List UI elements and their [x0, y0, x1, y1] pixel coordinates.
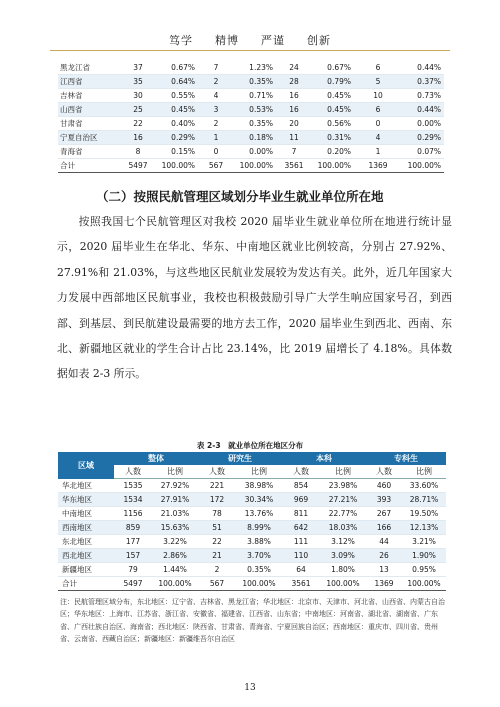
table-row [58, 131, 444, 145]
value-cell: 10 [373, 91, 383, 100]
value-cell: 19.50% [409, 509, 439, 518]
value-cell: 27.91% [160, 495, 190, 504]
value-cell: 30 [133, 91, 143, 100]
value-cell: 100.00% [326, 579, 360, 588]
value-cell: 111 [293, 537, 309, 546]
value-cell: 157 [125, 551, 141, 560]
region-distribution-table [58, 452, 446, 591]
value-cell: 3.21% [412, 537, 436, 546]
value-cell: 0.64% [171, 77, 195, 86]
value-cell: 44 [379, 537, 389, 546]
value-cell: 0.67% [327, 63, 351, 72]
value-cell: 854 [293, 481, 309, 490]
motto-word: 创新 [307, 34, 331, 47]
group-header: 整体 [114, 452, 198, 465]
value-cell: 567 [209, 579, 225, 588]
table-row [58, 535, 446, 549]
value-cell: 1535 [123, 481, 143, 490]
row-label-cell: 山西省 [60, 105, 83, 114]
value-cell: 393 [376, 495, 392, 504]
value-cell: 1.44% [163, 565, 187, 574]
value-cell: 0.44% [417, 63, 441, 72]
value-cell: 3 [213, 105, 219, 114]
value-cell: 28 [289, 77, 299, 86]
value-cell: 24 [289, 63, 299, 72]
value-cell: 0.79% [327, 77, 351, 86]
value-cell: 0.29% [417, 133, 441, 142]
value-cell: 1 [375, 147, 381, 156]
value-cell: 1.90% [412, 551, 436, 560]
value-cell: 0.40% [171, 119, 195, 128]
row-label-cell: 西南地区 [62, 523, 92, 532]
value-cell: 969 [293, 495, 309, 504]
value-cell: 100.00% [407, 579, 441, 588]
value-cell: 1.23% [249, 63, 273, 72]
value-cell: 22 [212, 537, 222, 546]
value-cell: 28.71% [409, 495, 439, 504]
table-row [58, 89, 444, 103]
sub-header: 比例 [402, 465, 446, 479]
value-cell: 0.00% [249, 147, 273, 156]
value-cell: 1534 [123, 495, 143, 504]
value-cell: 16 [133, 133, 143, 142]
value-cell: 0.31% [327, 133, 351, 142]
value-cell: 0.35% [249, 77, 273, 86]
value-cell: 21.03% [160, 509, 190, 518]
value-cell: 100.00% [407, 161, 441, 170]
value-cell: 1156 [123, 509, 143, 518]
value-cell: 6 [375, 105, 381, 114]
value-cell: 0.29% [171, 133, 195, 142]
value-cell: 6 [375, 63, 381, 72]
value-cell: 8 [135, 147, 141, 156]
value-cell: 5497 [123, 579, 143, 588]
value-cell: 64 [296, 565, 306, 574]
motto-word: 精博 [215, 34, 239, 47]
value-cell: 110 [293, 551, 309, 560]
school-motto [0, 32, 500, 48]
region-header: 区域 [58, 452, 114, 479]
value-cell: 5497 [128, 161, 148, 170]
row-label-cell: 华东地区 [62, 495, 92, 504]
header-divider [50, 50, 450, 51]
row-label-cell: 甘肃省 [60, 119, 83, 128]
table-caption: 表 2-3 就业单位所在地区分布 [196, 441, 304, 450]
table-row [58, 563, 446, 577]
value-cell: 35 [133, 77, 143, 86]
value-cell: 0.95% [412, 565, 436, 574]
sub-header: 人数 [282, 465, 320, 479]
value-cell: 3.70% [247, 551, 271, 560]
value-cell: 27.92% [160, 481, 190, 490]
value-cell: 0.56% [327, 119, 351, 128]
value-cell: 100.00% [161, 161, 195, 170]
value-cell: 567 [208, 161, 224, 170]
value-cell: 100.00% [158, 579, 192, 588]
row-label-cell: 合计 [62, 579, 77, 588]
value-cell: 3.88% [247, 537, 271, 546]
value-cell: 5 [375, 77, 381, 86]
value-cell: 1369 [374, 579, 394, 588]
value-cell: 2 [213, 119, 219, 128]
value-cell: 26 [379, 551, 389, 560]
value-cell: 22.77% [328, 509, 358, 518]
value-cell: 13.76% [244, 509, 274, 518]
value-cell: 4 [375, 133, 381, 142]
value-cell: 177 [125, 537, 141, 546]
value-cell: 166 [376, 523, 392, 532]
value-cell: 12.13% [409, 523, 439, 532]
value-cell: 0.35% [249, 119, 273, 128]
table-note: 注：民航管理区域分布，东北地区：辽宁省、吉林省、黑龙江省；华北地区：北京市、天津市、河北省、山西省、内蒙古自治区；华东地区：上海市、江苏省、浙江省、安徽省、福建省、江西省、山东省；中南地区：河南省、湖北省、湖南省、广东省、广西壮族自治区、海南省；西北地区：陕西省、甘肃省、青海省、宁夏回族自治区；西南地区：重庆市、四川省、贵州省、云南省、西藏自治区；新疆地区：新疆维吾尔自治区 [60, 598, 445, 644]
value-cell: 460 [376, 481, 392, 490]
value-cell: 100.00% [242, 579, 276, 588]
row-label-cell: 东北地区 [62, 537, 92, 546]
value-cell: 0.53% [249, 105, 273, 114]
value-cell: 30.34% [244, 495, 274, 504]
sub-header: 比例 [236, 465, 282, 479]
sub-header: 人数 [198, 465, 236, 479]
page-header [0, 0, 500, 56]
value-cell: 51 [212, 523, 222, 532]
group-header: 本科 [282, 452, 366, 465]
value-cell: 642 [293, 523, 309, 532]
value-cell: 0.18% [249, 133, 273, 142]
section-title: （二）按照民航管理区域划分毕业生就业单位所在地 [96, 189, 384, 204]
value-cell: 172 [209, 495, 225, 504]
sub-header: 比例 [152, 465, 198, 479]
row-label-cell: 黑龙江省 [60, 63, 90, 72]
row-label-cell: 合计 [60, 161, 75, 170]
value-cell: 37 [133, 63, 143, 72]
table-row [58, 493, 446, 507]
value-cell: 3561 [284, 161, 304, 170]
value-cell: 0.20% [327, 147, 351, 156]
value-cell: 8.99% [247, 523, 271, 532]
table-row [58, 61, 444, 75]
value-cell: 27.21% [328, 495, 358, 504]
value-cell: 859 [125, 523, 141, 532]
value-cell: 21 [212, 551, 222, 560]
row-label-cell: 新疆地区 [62, 565, 92, 574]
value-cell: 3.12% [331, 537, 355, 546]
value-cell: 0.71% [249, 91, 273, 100]
value-cell: 2.86% [163, 551, 187, 560]
row-label-cell: 西北地区 [62, 551, 92, 560]
value-cell: 0.45% [171, 105, 195, 114]
value-cell: 0.00% [417, 119, 441, 128]
value-cell: 0.44% [417, 105, 441, 114]
sub-header: 比例 [320, 465, 366, 479]
value-cell: 0 [213, 147, 219, 156]
table-row [58, 145, 444, 159]
value-cell: 13 [379, 565, 389, 574]
value-cell: 0.45% [327, 105, 351, 114]
table-row [58, 549, 446, 563]
value-cell: 0.45% [327, 91, 351, 100]
value-cell: 2 [213, 77, 219, 86]
province-distribution-table-continued [58, 61, 444, 173]
table-row [58, 479, 446, 493]
value-cell: 267 [376, 509, 392, 518]
sub-header: 人数 [366, 465, 402, 479]
value-cell: 20 [289, 119, 299, 128]
group-header: 研究生 [198, 452, 282, 465]
row-label-cell: 青海省 [60, 147, 83, 156]
value-cell: 1 [213, 133, 219, 142]
value-cell: 3.09% [331, 551, 355, 560]
value-cell: 4 [213, 91, 219, 100]
table-row [58, 507, 446, 521]
motto-word: 严谨 [261, 34, 285, 47]
row-label-cell: 中南地区 [62, 509, 92, 518]
value-cell: 79 [128, 565, 138, 574]
value-cell: 100.00% [239, 161, 273, 170]
value-cell: 0.37% [417, 77, 441, 86]
value-cell: 2 [214, 565, 220, 574]
value-cell: 3561 [291, 579, 311, 588]
row-label-cell: 华北地区 [62, 480, 92, 490]
value-cell: 22 [133, 119, 143, 128]
row-label-cell: 吉林省 [60, 91, 83, 100]
value-cell: 11 [289, 133, 299, 142]
motto-word: 笃学 [169, 34, 193, 47]
total-row [58, 159, 444, 173]
row-label-cell: 宁夏自治区 [60, 133, 98, 142]
page-number: 13 [244, 683, 256, 693]
sub-header: 人数 [114, 465, 152, 479]
value-cell: 18.03% [328, 523, 358, 532]
value-cell: 33.60% [409, 481, 439, 490]
value-cell: 811 [293, 509, 309, 518]
value-cell: 7 [213, 63, 219, 72]
value-cell: 0.73% [417, 91, 441, 100]
value-cell: 7 [291, 147, 297, 156]
value-cell: 78 [212, 509, 222, 518]
table-row [58, 521, 446, 535]
value-cell: 0.67% [171, 63, 195, 72]
value-cell: 15.63% [160, 523, 190, 532]
value-cell: 0.55% [171, 91, 195, 100]
value-cell: 0.07% [417, 147, 441, 156]
table-row [58, 75, 444, 89]
group-header: 专科生 [366, 452, 446, 465]
body-paragraph: 按照我国七个民航管理区对我校 2020 届毕业生就业单位所在地进行统计显示，2020 届毕业生在华北、华东、中南地区就业比例较高，分别占 27.92%、27.91%和 21.03%，与这些地区民航业发展较为发达有关。此外，近几年国家大力发展中西部地区民航事业，我校也积极鼓励引导广大学生响应国家号召，到西部、到基层、到民航建设最需要的地方去工作，2020 届毕业生到西北、西南、东北、新疆地区就业的学生合计占比 23.14%，比 2019 届增长了 4.18%。具体数据如表 2-3 所示。 [57, 215, 452, 381]
table-row [58, 117, 444, 131]
value-cell: 1369 [368, 161, 388, 170]
value-cell: 100.00% [317, 161, 351, 170]
value-cell: 0.35% [247, 565, 271, 574]
value-cell: 221 [209, 481, 225, 490]
value-cell: 16 [289, 105, 299, 114]
value-cell: 25 [133, 105, 143, 114]
value-cell: 3.22% [163, 537, 187, 546]
value-cell: 16 [289, 91, 299, 100]
row-label-cell: 江西省 [60, 77, 83, 86]
value-cell: 38.98% [244, 481, 274, 490]
table-row [58, 103, 444, 117]
value-cell: 0.15% [171, 147, 195, 156]
value-cell: 23.98% [328, 481, 358, 490]
value-cell: 0 [375, 119, 381, 128]
total-row [58, 577, 446, 591]
value-cell: 1.80% [331, 565, 355, 574]
